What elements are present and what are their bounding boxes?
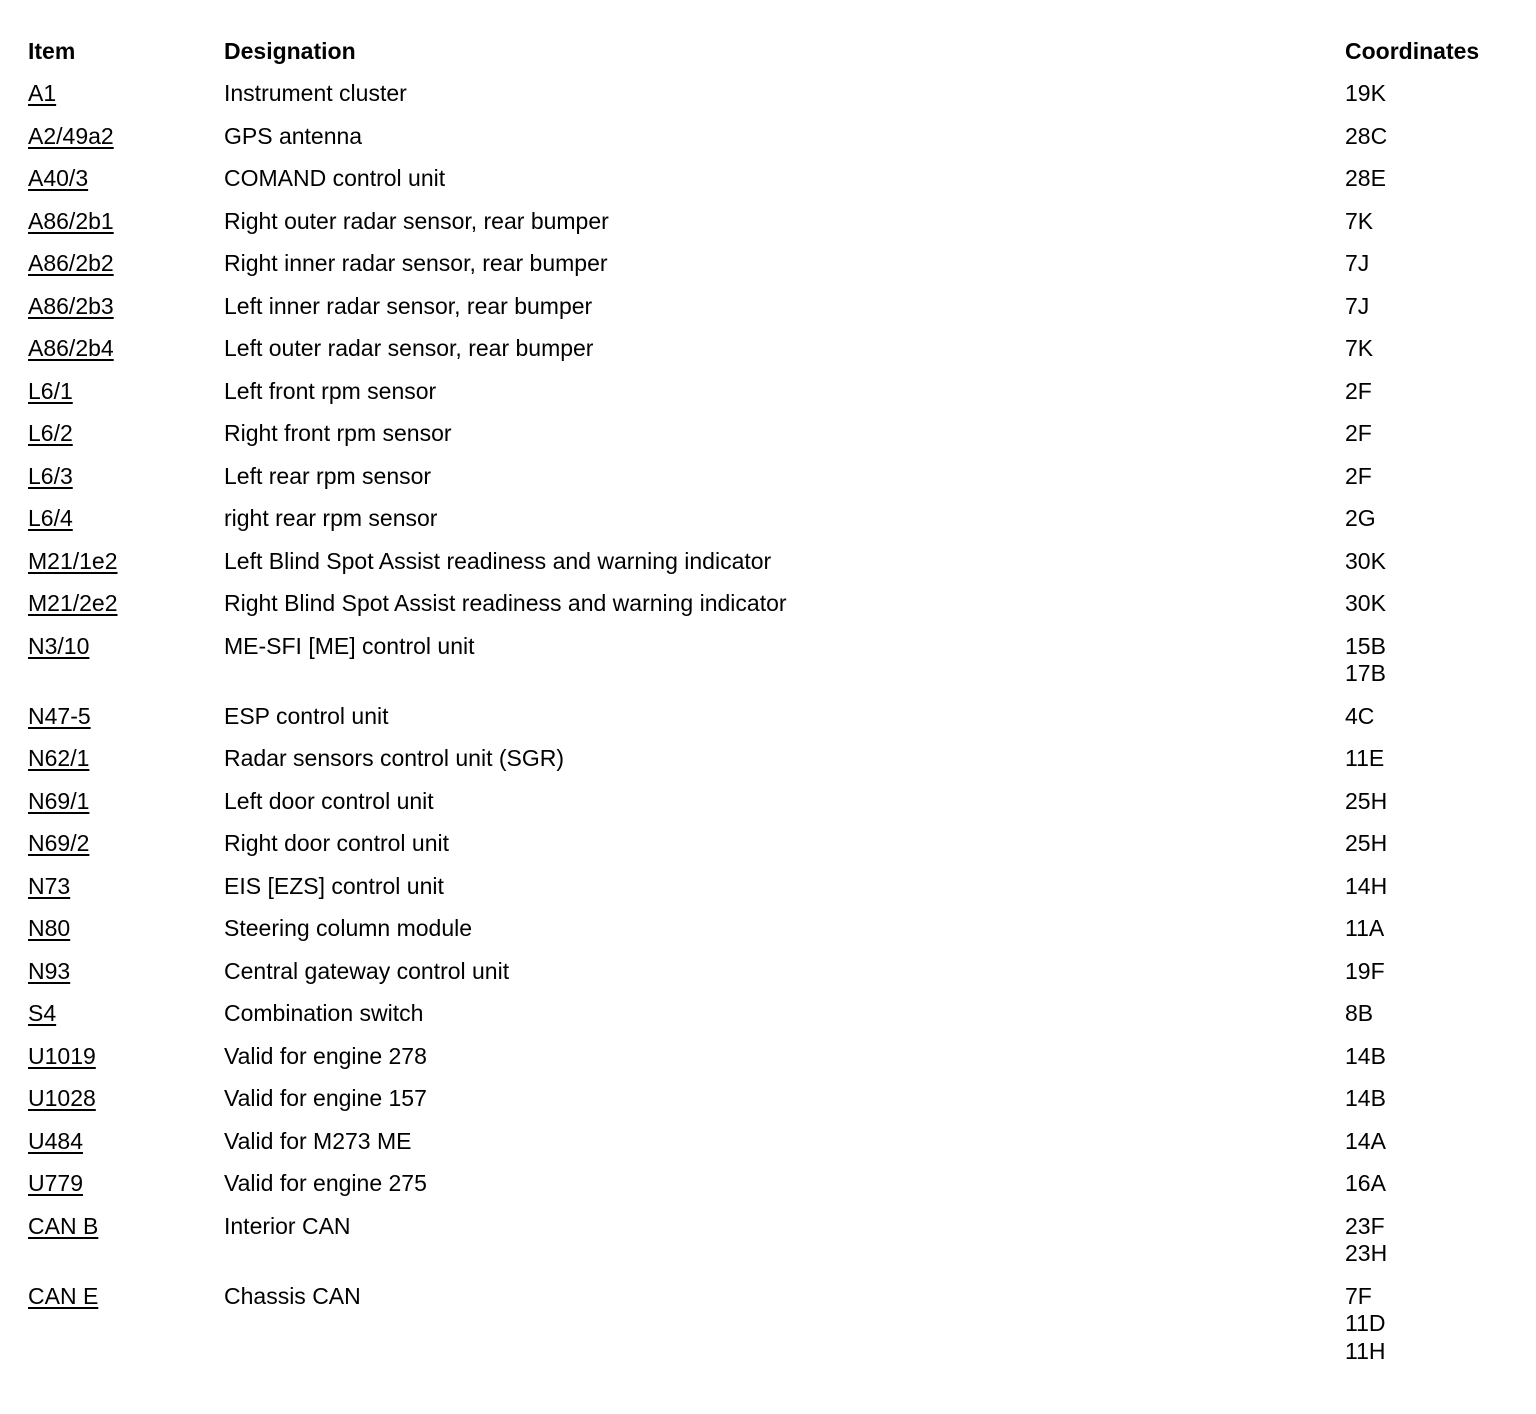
table-row (28, 250, 1525, 293)
coordinates-cell (1345, 208, 1525, 251)
coordinates-cell (1345, 378, 1525, 421)
item-cell (28, 745, 224, 788)
coordinate-value: 2F (1345, 462, 1372, 489)
table-row (28, 1128, 1525, 1171)
designation-cell: Left outer radar sensor, rear bumper (224, 335, 594, 361)
item-cell (28, 463, 224, 506)
table-row (28, 123, 1525, 166)
coordinates-cell (1345, 830, 1525, 873)
table-row (28, 745, 1525, 788)
coordinates-cell (1345, 1043, 1525, 1086)
coordinates-cell (1345, 788, 1525, 831)
coordinates-cell (1345, 548, 1525, 591)
item-cell (28, 590, 224, 633)
designation-cell: Left Blind Spot Assist readiness and warning indicator (224, 547, 772, 574)
table-row (28, 335, 1525, 378)
item-link[interactable]: L6/4 (28, 505, 73, 531)
item-cell (28, 1043, 224, 1086)
item-link[interactable]: CAN B (28, 1212, 99, 1239)
coordinates-cell (1345, 1085, 1525, 1128)
item-cell (28, 335, 224, 378)
designation-cell: Right inner radar sensor, rear bumper (224, 250, 608, 276)
coordinate-value: 19F (1345, 957, 1385, 984)
coordinates-cell (1345, 873, 1525, 916)
item-link[interactable]: N3/10 (28, 632, 90, 659)
item-link[interactable]: A40/3 (28, 165, 89, 191)
coordinates-cell (1345, 703, 1525, 746)
coordinate-value: 2F (1345, 420, 1372, 446)
designation-cell: Left door control unit (224, 787, 434, 814)
item-cell (28, 1170, 224, 1213)
coordinates-cell (1345, 293, 1525, 336)
item-cell (28, 420, 224, 463)
coordinate-value: 25H (1345, 830, 1388, 856)
item-link[interactable]: U779 (28, 1170, 83, 1196)
coordinate-value: 2F (1345, 377, 1372, 404)
item-cell (28, 1085, 224, 1128)
table-row (28, 463, 1525, 506)
item-cell (28, 80, 224, 123)
item-link[interactable]: U1019 (28, 1042, 96, 1069)
designation-cell: Interior CAN (224, 1212, 351, 1239)
item-cell (28, 1213, 224, 1283)
item-cell (28, 633, 224, 703)
coordinates-cell (1345, 958, 1525, 1001)
item-cell (28, 873, 224, 916)
table-row (28, 958, 1525, 1001)
item-link[interactable]: L6/2 (28, 420, 73, 446)
coordinate-value: 16A (1345, 1170, 1386, 1196)
item-link[interactable]: A1 (28, 80, 57, 106)
header-designation: Designation (224, 38, 356, 64)
coordinates-cell (1345, 505, 1525, 548)
designation-cell: Central gateway control unit (224, 957, 510, 984)
designation-cell: ME-SFI [ME] control unit (224, 632, 475, 659)
item-cell (28, 915, 224, 958)
item-link[interactable]: A86/2b2 (28, 250, 114, 276)
item-link[interactable]: L6/3 (28, 462, 73, 489)
coordinate-value: 14B (1345, 1042, 1386, 1069)
item-link[interactable]: U484 (28, 1127, 83, 1154)
coordinates-cell (1345, 123, 1525, 166)
item-cell (28, 505, 224, 548)
coordinates-cell (1345, 165, 1525, 208)
coordinate-value: 17B (1345, 660, 1386, 686)
table-row (28, 873, 1525, 916)
designation-cell: Left inner radar sensor, rear bumper (224, 292, 593, 319)
designation-cell: Right front rpm sensor (224, 420, 452, 446)
item-cell (28, 788, 224, 831)
coordinates-cell (1345, 1213, 1525, 1283)
table-row (28, 1283, 1525, 1381)
designation-cell: Valid for engine 157 (224, 1085, 427, 1111)
table-row (28, 830, 1525, 873)
designation-cell: Right Blind Spot Assist readiness and warning indicator (224, 590, 787, 616)
table-row (28, 1170, 1525, 1213)
coordinate-value: 4C (1345, 702, 1375, 729)
table-row (28, 293, 1525, 336)
coordinate-value: 28E (1345, 165, 1386, 191)
coordinate-value: 11H (1345, 1337, 1386, 1364)
coordinates-cell (1345, 335, 1525, 378)
item-cell (28, 1128, 224, 1171)
designation-cell: Radar sensors control unit (SGR) (224, 745, 565, 771)
coordinate-value: 11E (1345, 745, 1385, 771)
table-row (28, 80, 1525, 123)
coordinate-value: 15B (1345, 632, 1386, 659)
table-row (28, 788, 1525, 831)
item-cell (28, 703, 224, 746)
table-row (28, 208, 1525, 251)
coordinates-cell (1345, 915, 1525, 958)
coordinate-value: 14B (1345, 1085, 1386, 1111)
coordinates-cell (1345, 1128, 1525, 1171)
designation-cell: Chassis CAN (224, 1282, 361, 1309)
table-row (28, 703, 1525, 746)
table-row (28, 1213, 1525, 1283)
item-cell (28, 378, 224, 421)
item-link[interactable]: N69/1 (28, 787, 90, 814)
coordinate-value: 14H (1345, 872, 1388, 899)
item-cell (28, 958, 224, 1001)
item-cell (28, 1283, 224, 1381)
designation-cell: Left front rpm sensor (224, 377, 437, 404)
table-row (28, 505, 1525, 548)
item-cell (28, 293, 224, 336)
table-row (28, 1043, 1525, 1086)
designation-cell: Valid for engine 278 (224, 1042, 427, 1069)
item-cell (28, 548, 224, 591)
item-cell (28, 1000, 224, 1043)
coordinate-value: 7F (1345, 1282, 1372, 1309)
designation-cell: COMAND control unit (224, 165, 446, 191)
item-link[interactable]: L6/1 (28, 377, 73, 404)
coordinate-value: 19K (1345, 80, 1386, 106)
coordinates-cell (1345, 1000, 1525, 1043)
item-link[interactable]: A2/49a2 (28, 122, 114, 149)
coordinate-value: 25H (1345, 787, 1388, 814)
table-row (28, 420, 1525, 463)
table-row (28, 915, 1525, 958)
table-row (28, 378, 1525, 421)
item-link[interactable]: M21/2e2 (28, 590, 118, 616)
coordinates-cell (1345, 1283, 1525, 1381)
item-link[interactable]: M21/1e2 (28, 547, 118, 574)
coordinate-value: 30K (1345, 590, 1386, 616)
coordinates-cell (1345, 745, 1525, 788)
coordinate-value: 23H (1345, 1240, 1388, 1266)
coordinates-cell (1345, 463, 1525, 506)
item-cell (28, 830, 224, 873)
designation-cell: Right door control unit (224, 830, 450, 856)
item-cell (28, 208, 224, 251)
designation-cell: Steering column module (224, 915, 473, 941)
coordinate-value: 7K (1345, 207, 1374, 234)
designation-cell: Left rear rpm sensor (224, 462, 432, 489)
designation-cell: ESP control unit (224, 702, 389, 729)
item-link[interactable]: A86/2b1 (28, 207, 114, 234)
item-link[interactable]: N47-5 (28, 702, 91, 729)
item-link[interactable]: N73 (28, 872, 71, 899)
coordinates-cell (1345, 633, 1525, 703)
coordinates-cell (1345, 250, 1525, 293)
coordinates-cell (1345, 80, 1525, 123)
item-link[interactable]: N62/1 (28, 745, 90, 771)
header-row (28, 38, 1525, 80)
designation-cell: Valid for M273 ME (224, 1127, 412, 1154)
designation-cell: GPS antenna (224, 122, 363, 149)
coordinate-value: 11D (1345, 1310, 1386, 1336)
coordinate-value: 7J (1345, 292, 1370, 319)
table-row (28, 1085, 1525, 1128)
header-coordinates: Coordinates (1345, 38, 1480, 64)
designation-cell: Right outer radar sensor, rear bumper (224, 207, 609, 234)
table-row (28, 165, 1525, 208)
item-cell (28, 250, 224, 293)
coordinate-value: 11A (1345, 915, 1385, 941)
table-row (28, 548, 1525, 591)
item-link[interactable]: U1028 (28, 1085, 96, 1111)
coordinates-cell (1345, 1170, 1525, 1213)
designation-cell: right rear rpm sensor (224, 505, 438, 531)
coordinate-value: 14A (1345, 1127, 1386, 1154)
table-row (28, 633, 1525, 703)
item-cell (28, 123, 224, 166)
designation-cell: Instrument cluster (224, 80, 407, 106)
designation-cell: EIS [EZS] control unit (224, 872, 444, 899)
designation-cell: Combination switch (224, 1000, 424, 1026)
item-link[interactable]: S4 (28, 1000, 57, 1026)
coordinate-value: 23F (1345, 1212, 1385, 1239)
item-link[interactable]: A86/2b3 (28, 292, 114, 319)
table-row (28, 590, 1525, 633)
coordinate-value: 7J (1345, 250, 1370, 276)
coordinate-value: 7K (1345, 335, 1374, 361)
header-item: Item (28, 38, 76, 64)
legend-table (28, 38, 1525, 1380)
item-link[interactable]: N93 (28, 957, 71, 984)
item-link[interactable]: CAN E (28, 1282, 99, 1309)
coordinate-value: 8B (1345, 1000, 1374, 1026)
item-link[interactable]: A86/2b4 (28, 335, 114, 361)
coordinates-cell (1345, 590, 1525, 633)
item-link[interactable]: N80 (28, 915, 71, 941)
designation-cell: Valid for engine 275 (224, 1170, 427, 1196)
table-body (28, 80, 1525, 1380)
item-link[interactable]: N69/2 (28, 830, 90, 856)
coordinate-value: 2G (1345, 505, 1376, 531)
coordinate-value: 30K (1345, 547, 1386, 574)
coordinate-value: 28C (1345, 122, 1388, 149)
coordinates-cell (1345, 420, 1525, 463)
table-row (28, 1000, 1525, 1043)
item-cell (28, 165, 224, 208)
